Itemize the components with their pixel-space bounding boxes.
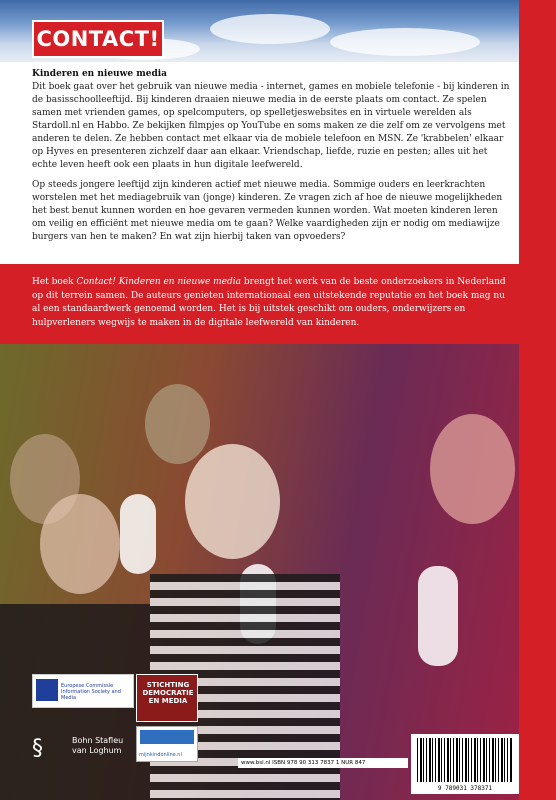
eu-flag-icon [36, 679, 58, 701]
barcode [411, 734, 519, 794]
dm-logo-text: STICHTING DEMOCRATIE EN MEDIA [142, 681, 194, 705]
bsl-logo-text: Bohn Stafleu van Loghum [72, 736, 124, 755]
mijnkindonline-logo [136, 726, 198, 762]
blurb-lead: Het boek [32, 277, 77, 287]
intro-heading: Kinderen en nieuwe media [32, 69, 167, 79]
photo-face [40, 494, 120, 594]
intro-paragraph-2: Op steeds jongere leeftijd zijn kinderen actief met nieuwe media. Sommige ouders en leerkrachten worstelen met het mediagebruik van (jonge) kinderen. Ze vragen zich af hoe de nieuwe mogelijkheden het best benut kunnen worden en hoe gevaren vermeden kunnen worden. Wat moeten kinderen leren om veilig en efficiënt met nieuwe media om te gaan? Welke vaardigheden zijn er nodig om mediawijze burgers van hen te maken? En wat zijn hierbij taken van opvoeders? [32, 180, 503, 242]
intro-paragraph-1: Dit boek gaat over het gebruik van nieuwe media - internet, games en mobiele telefonie - bij kinderen in de basisschoolleeftijd. Bij kinderen draaien nieuwe media in de eerste plaats om contact. Ze spelen samen met vrienden games, op spelcomputers, op spelletjeswebsites en in virtuele werelden als Stardoll.nl en Habbo. Ze bekijken filmpjes op YouTube en soms maken ze die zelf om ze vervolgens met anderen te delen. Ze hebben contact met elkaar via de mobiele telefoon en MSN. Ze 'krabbelen' elkaar op Hyves en presenteren zichzelf daar aan elkaar. Vriendschap, liefde, ruzie en pesten; alles uit het echte leven heeft ook een plaats in hun digitale leefwereld. [32, 82, 510, 170]
barcode-digits: 9 789031 378371 [437, 785, 493, 792]
photo-face [430, 414, 515, 524]
jm-logo-text: mijnkindonline.nl [139, 752, 182, 758]
logo-title: CONTACT! [36, 27, 160, 51]
bsl-publisher-logo [32, 732, 132, 770]
photo-wii-remote [120, 494, 156, 574]
democratie-en-media-logo [136, 674, 198, 722]
jm-blocks-icon [140, 730, 194, 744]
contact-logo [32, 20, 164, 58]
blurb-book-title: Contact! Kinderen en nieuwe media [76, 277, 242, 287]
blurb-panel [0, 264, 519, 344]
european-commission-logo [32, 674, 134, 708]
bsl-mark-icon: § [32, 736, 43, 761]
photo-wii-remote [418, 566, 458, 666]
isbn-line: www.bsl.nl ISBN 978 90 313 7837 1 NUR 847 [238, 758, 408, 768]
photo-face [185, 444, 280, 559]
right-red-strip [519, 0, 556, 800]
barcode-bars [417, 738, 513, 782]
intro-panel [0, 62, 519, 264]
blurb-rest: brengt het werk van de beste onderzoekers in Nederland op dit terrein samen. De auteurs genieten internationaal een uitstekende reputatie en het boek mag nu al een standaardwerk genoemd worden. Het is bij uitstek geschikt om ouders, onderwijzers en hulpverleners wegwijs te maken in de digitale leefwereld van kinderen. [32, 277, 506, 328]
cloud [330, 28, 480, 56]
ec-logo-text: Europese Commissie Information Society and Media [61, 683, 121, 701]
blurb-text [32, 276, 516, 330]
cloud [210, 14, 330, 44]
photo-face [145, 384, 210, 464]
